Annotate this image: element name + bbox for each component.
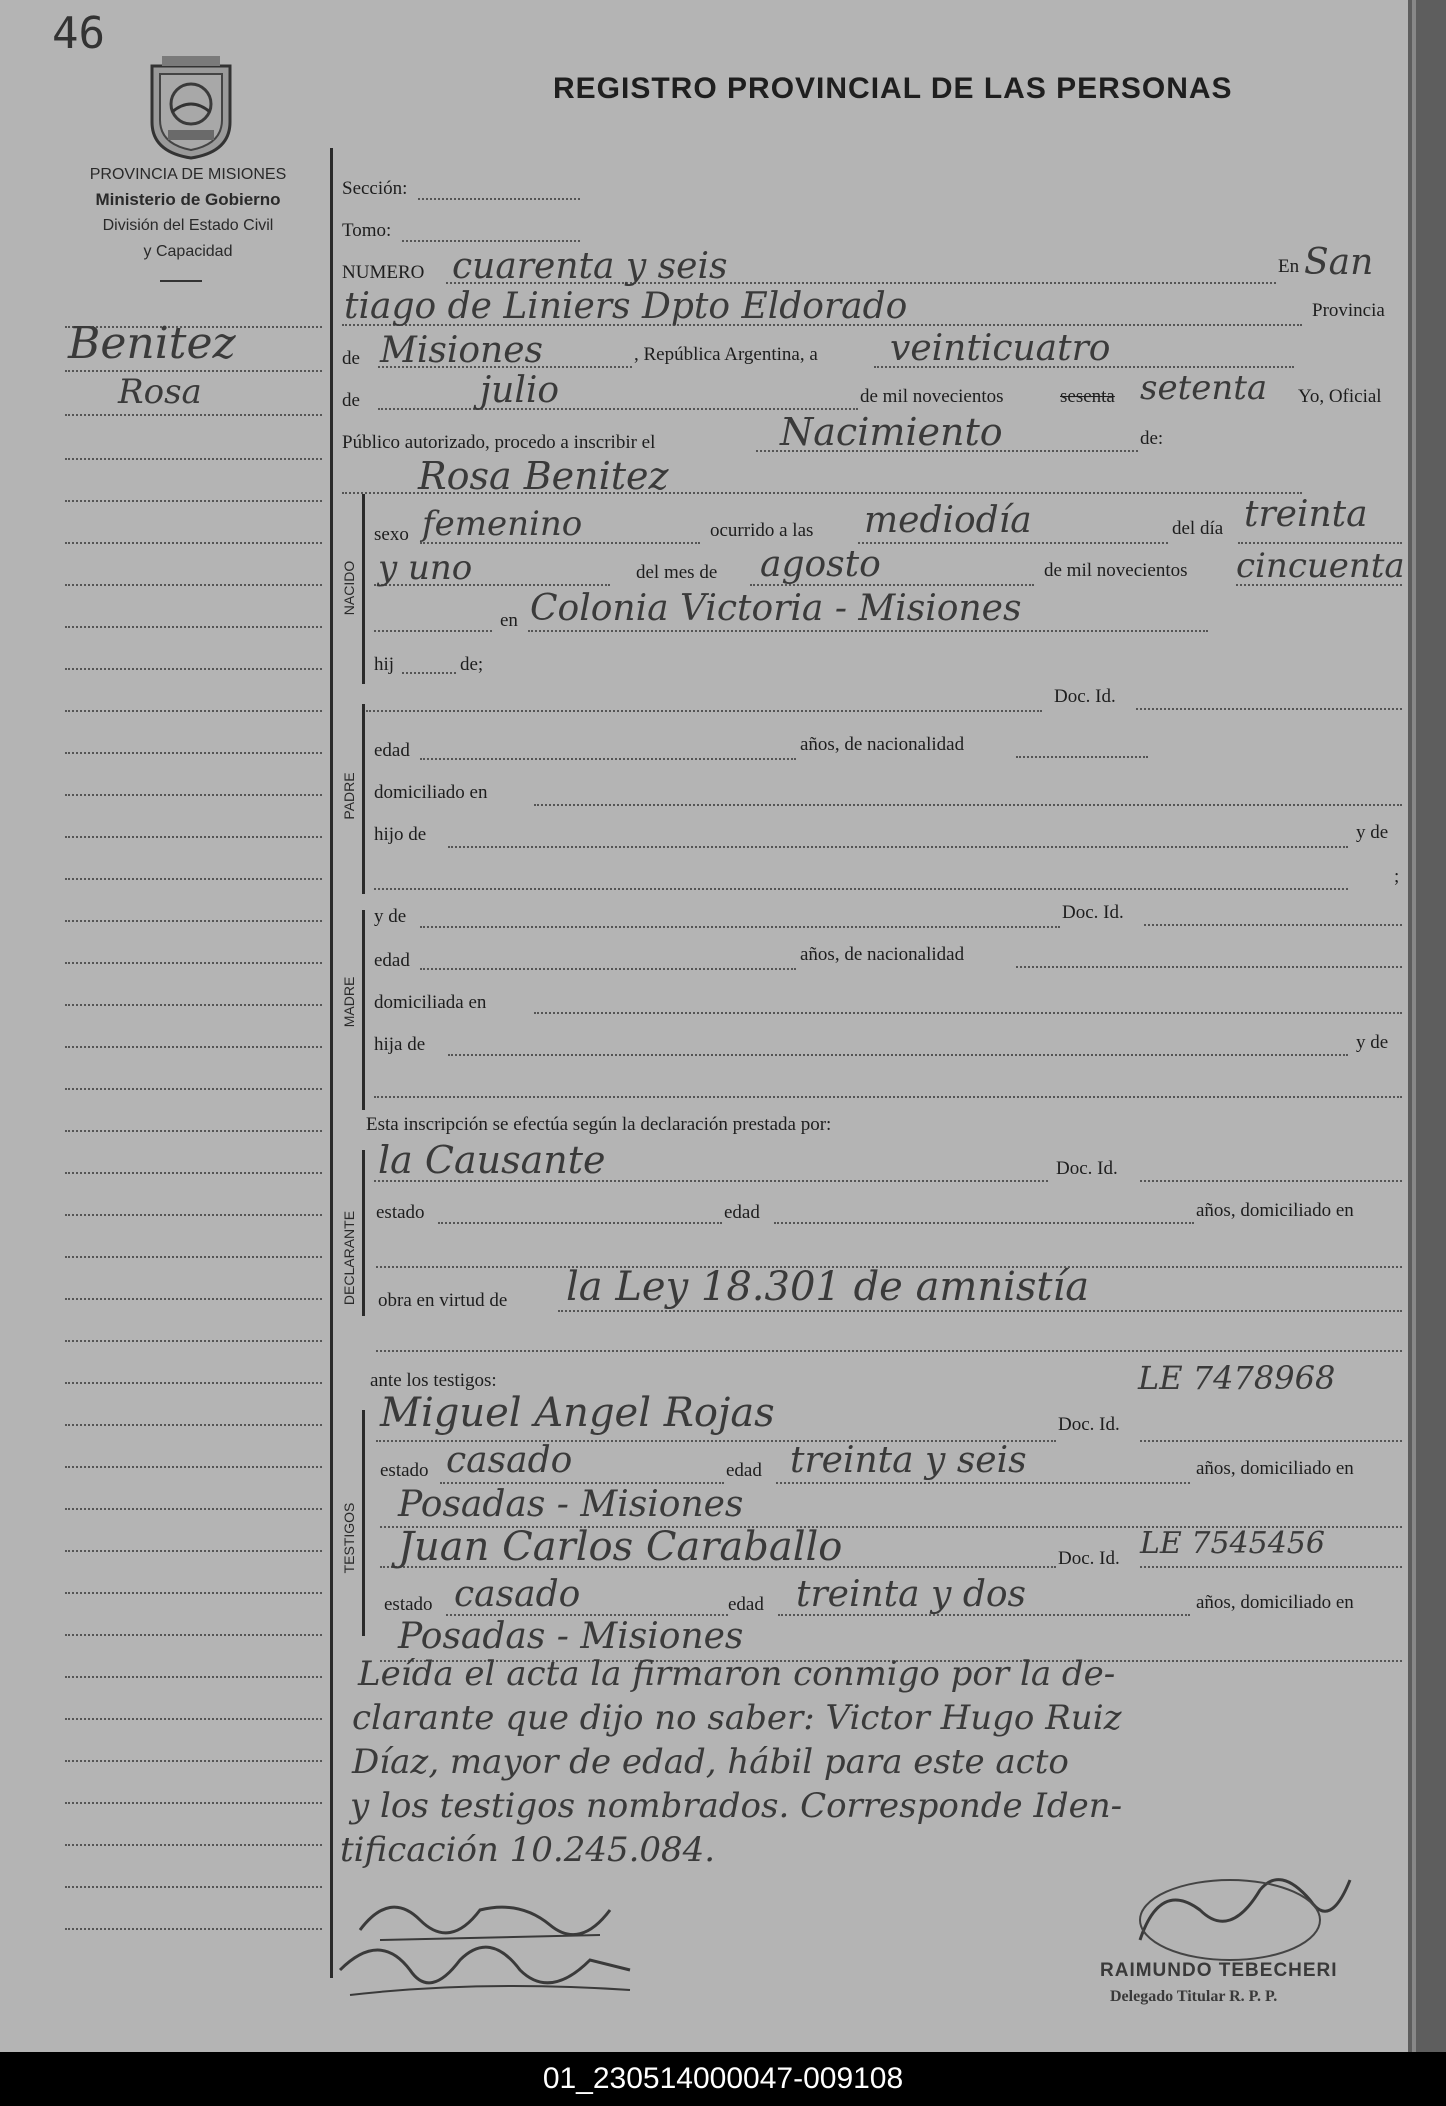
- padre-y-de-label: y de: [1356, 822, 1389, 843]
- testigo1-edad-label: edad: [726, 1460, 762, 1481]
- declarante-estado-label: estado: [376, 1202, 425, 1223]
- nacido-section-label: NACIDO: [341, 560, 357, 616]
- de-label-1: de: [342, 348, 360, 369]
- sexo-label: sexo: [374, 524, 409, 545]
- padre-anos-nac-label: años, de nacionalidad: [800, 734, 965, 755]
- madre-y-de-label-2: y de: [1356, 1032, 1389, 1053]
- padre-domiciliado-label: domiciliado en: [374, 782, 488, 803]
- de-label-2: de: [342, 390, 360, 411]
- madre-doc-id-label: Doc. Id.: [1062, 902, 1124, 923]
- inscripcion-label: Esta inscripción se efectúa según la declaración prestada por:: [366, 1114, 832, 1135]
- mes-nac-value: agosto: [760, 544, 881, 585]
- madre-anos-nac-label: años, de nacionalidad: [800, 944, 965, 965]
- provincia-label: Provincia: [1312, 300, 1385, 321]
- en-label: En: [1278, 256, 1300, 277]
- republica-label: , República Argentina, a: [634, 344, 818, 365]
- mes-value: julio: [480, 370, 560, 411]
- numero-value: cuarenta y seis: [452, 246, 728, 287]
- acto-value: Nacimiento: [780, 410, 1003, 454]
- hij-label: hij: [374, 654, 395, 675]
- scan-caption: 01_230514000047-009108: [542, 2062, 904, 2095]
- header-capacity: y Capacidad: [143, 243, 233, 260]
- ocurrido-label: ocurrido a las: [710, 520, 814, 541]
- declarante-bracket: [362, 1150, 365, 1316]
- testigo2-estado-label: estado: [384, 1594, 433, 1615]
- sesenta-label: sesenta: [1060, 386, 1115, 407]
- testigo2-estado: casado: [454, 1574, 581, 1615]
- observacion-linea-2: clarante que dijo no saber: Victor Hugo Ruiz: [352, 1698, 1122, 1738]
- anio-value: setenta: [1140, 368, 1268, 408]
- dia-nac-value: treinta: [1244, 494, 1368, 535]
- book-page-edge: [1412, 0, 1416, 2052]
- de-mil-nov-label: de mil novecientos: [1044, 560, 1188, 581]
- tomo-label: Tomo:: [342, 220, 392, 241]
- nacido-bracket: [362, 494, 365, 684]
- madre-bracket: [362, 910, 365, 1110]
- margin-name: Rosa: [118, 372, 202, 412]
- lugar-value: tiago de Liniers Dpto Eldorado: [344, 286, 908, 327]
- declarante-value: la Causante: [378, 1138, 606, 1182]
- testigo2-domicilio: Posadas - Misiones: [398, 1616, 744, 1657]
- declarante-edad-label: edad: [724, 1202, 760, 1223]
- stamp-name: RAIMUNDO TEBECHERI: [1100, 1960, 1338, 1981]
- nombre-value: Rosa Benitez: [418, 454, 669, 498]
- testigo2-doc: LE 7545456: [1140, 1526, 1325, 1561]
- madre-section-label: MADRE: [341, 976, 357, 1028]
- hora-value: mediodía: [864, 500, 1032, 541]
- obra-label: obra en virtud de: [378, 1290, 508, 1311]
- testigos-bracket: [362, 1410, 365, 1636]
- del-mes-label: del mes de: [636, 562, 718, 583]
- page-number: 46: [52, 8, 105, 59]
- lugar-nac-value: Colonia Victoria - Misiones: [530, 588, 1022, 629]
- de-mil-label: de mil novecientos: [860, 386, 1004, 407]
- padre-edad-label: edad: [374, 740, 410, 761]
- dia-value: veinticuatro: [890, 328, 1111, 369]
- testigo2-edad-label: edad: [728, 1594, 764, 1615]
- publico-label: Público autorizado, procedo a inscribir el: [342, 432, 656, 453]
- testigo1-nombre: Miguel Angel Rojas: [380, 1390, 775, 1436]
- sexo-value: femenino: [422, 504, 583, 544]
- testigo2-edad: treinta y dos: [796, 1574, 1027, 1615]
- testigo1-doc-id-label: Doc. Id.: [1058, 1414, 1120, 1435]
- signature-right: [1120, 1860, 1360, 1975]
- testigo1-doc: LE 7478968: [1138, 1359, 1336, 1397]
- padre-semicolon: ;: [1394, 866, 1400, 887]
- dia-nac2-value: y uno: [378, 548, 473, 588]
- padre-section-label: PADRE: [341, 772, 357, 820]
- madre-y-de-label: y de: [374, 906, 407, 927]
- testigo2-nombre: Juan Carlos Caraballo: [398, 1524, 843, 1570]
- testigo1-estado-label: estado: [380, 1460, 429, 1481]
- testigos-section-label: TESTIGOS: [341, 1502, 357, 1574]
- signature-left-2: [330, 1930, 650, 2015]
- padre-hijo-de-label: hijo de: [374, 824, 427, 845]
- observacion-linea-1: Leída el acta la firmaron conmigo por la de-: [358, 1654, 1116, 1694]
- del-dia-label: del día: [1172, 518, 1224, 539]
- declarante-doc-id-label: Doc. Id.: [1056, 1158, 1118, 1179]
- provincial-seal: [142, 52, 240, 165]
- madre-hija-de-label: hija de: [374, 1034, 426, 1055]
- numero-label: NUMERO: [342, 262, 425, 283]
- madre-edad-label: edad: [374, 950, 410, 971]
- header-province: PROVINCIA DE MISIONES: [89, 166, 287, 183]
- madre-domiciliada-label: domiciliada en: [374, 992, 487, 1013]
- en-value: San: [1304, 242, 1374, 283]
- provincia-value: Misiones: [380, 330, 544, 371]
- anio-nac-value: cincuenta: [1236, 546, 1405, 586]
- en-label-2: en: [500, 610, 518, 631]
- observacion-linea-5: tificación 10.245.084.: [340, 1830, 716, 1870]
- testigo1-estado: casado: [446, 1440, 573, 1481]
- seccion-label: Sección:: [342, 178, 408, 199]
- testigo2-anos-dom-label: años, domiciliado en: [1196, 1592, 1354, 1613]
- header-ministry: Ministerio de Gobierno: [95, 190, 281, 209]
- ante-testigos-label: ante los testigos:: [370, 1370, 497, 1391]
- document-title: REGISTRO PROVINCIAL DE LAS PERSONAS: [553, 72, 1233, 105]
- header-dash: [160, 280, 202, 282]
- testigo1-domicilio: Posadas - Misiones: [398, 1484, 744, 1525]
- testigo1-edad: treinta y seis: [790, 1440, 1027, 1481]
- testigo1-anos-dom-label: años, domiciliado en: [1196, 1458, 1354, 1479]
- yo-oficial-label: Yo, Oficial: [1298, 386, 1382, 407]
- declarante-section-label: DECLARANTE: [341, 1210, 357, 1306]
- obra-value: la Ley 18.301 de amnistía: [566, 1264, 1090, 1310]
- de-semi-label: de;: [460, 654, 484, 675]
- padre-bracket: [362, 704, 365, 894]
- padre-doc-id-label: Doc. Id.: [1054, 686, 1116, 707]
- observacion-linea-4: y los testigos nombrados. Corresponde Iden-: [350, 1786, 1123, 1826]
- header-division: División del Estado Civil: [102, 217, 274, 234]
- testigo2-doc-id-label: Doc. Id.: [1058, 1548, 1120, 1569]
- stamp-role: Delegado Titular R. P. P.: [1110, 1988, 1278, 2005]
- de-colon-label: de:: [1140, 428, 1164, 449]
- declarante-anos-dom-label: años, domiciliado en: [1196, 1200, 1354, 1221]
- margin-surname: Benitez: [68, 318, 236, 369]
- main-left-border: [330, 148, 333, 1978]
- observacion-linea-3: Díaz, mayor de edad, hábil para este acto: [352, 1742, 1069, 1782]
